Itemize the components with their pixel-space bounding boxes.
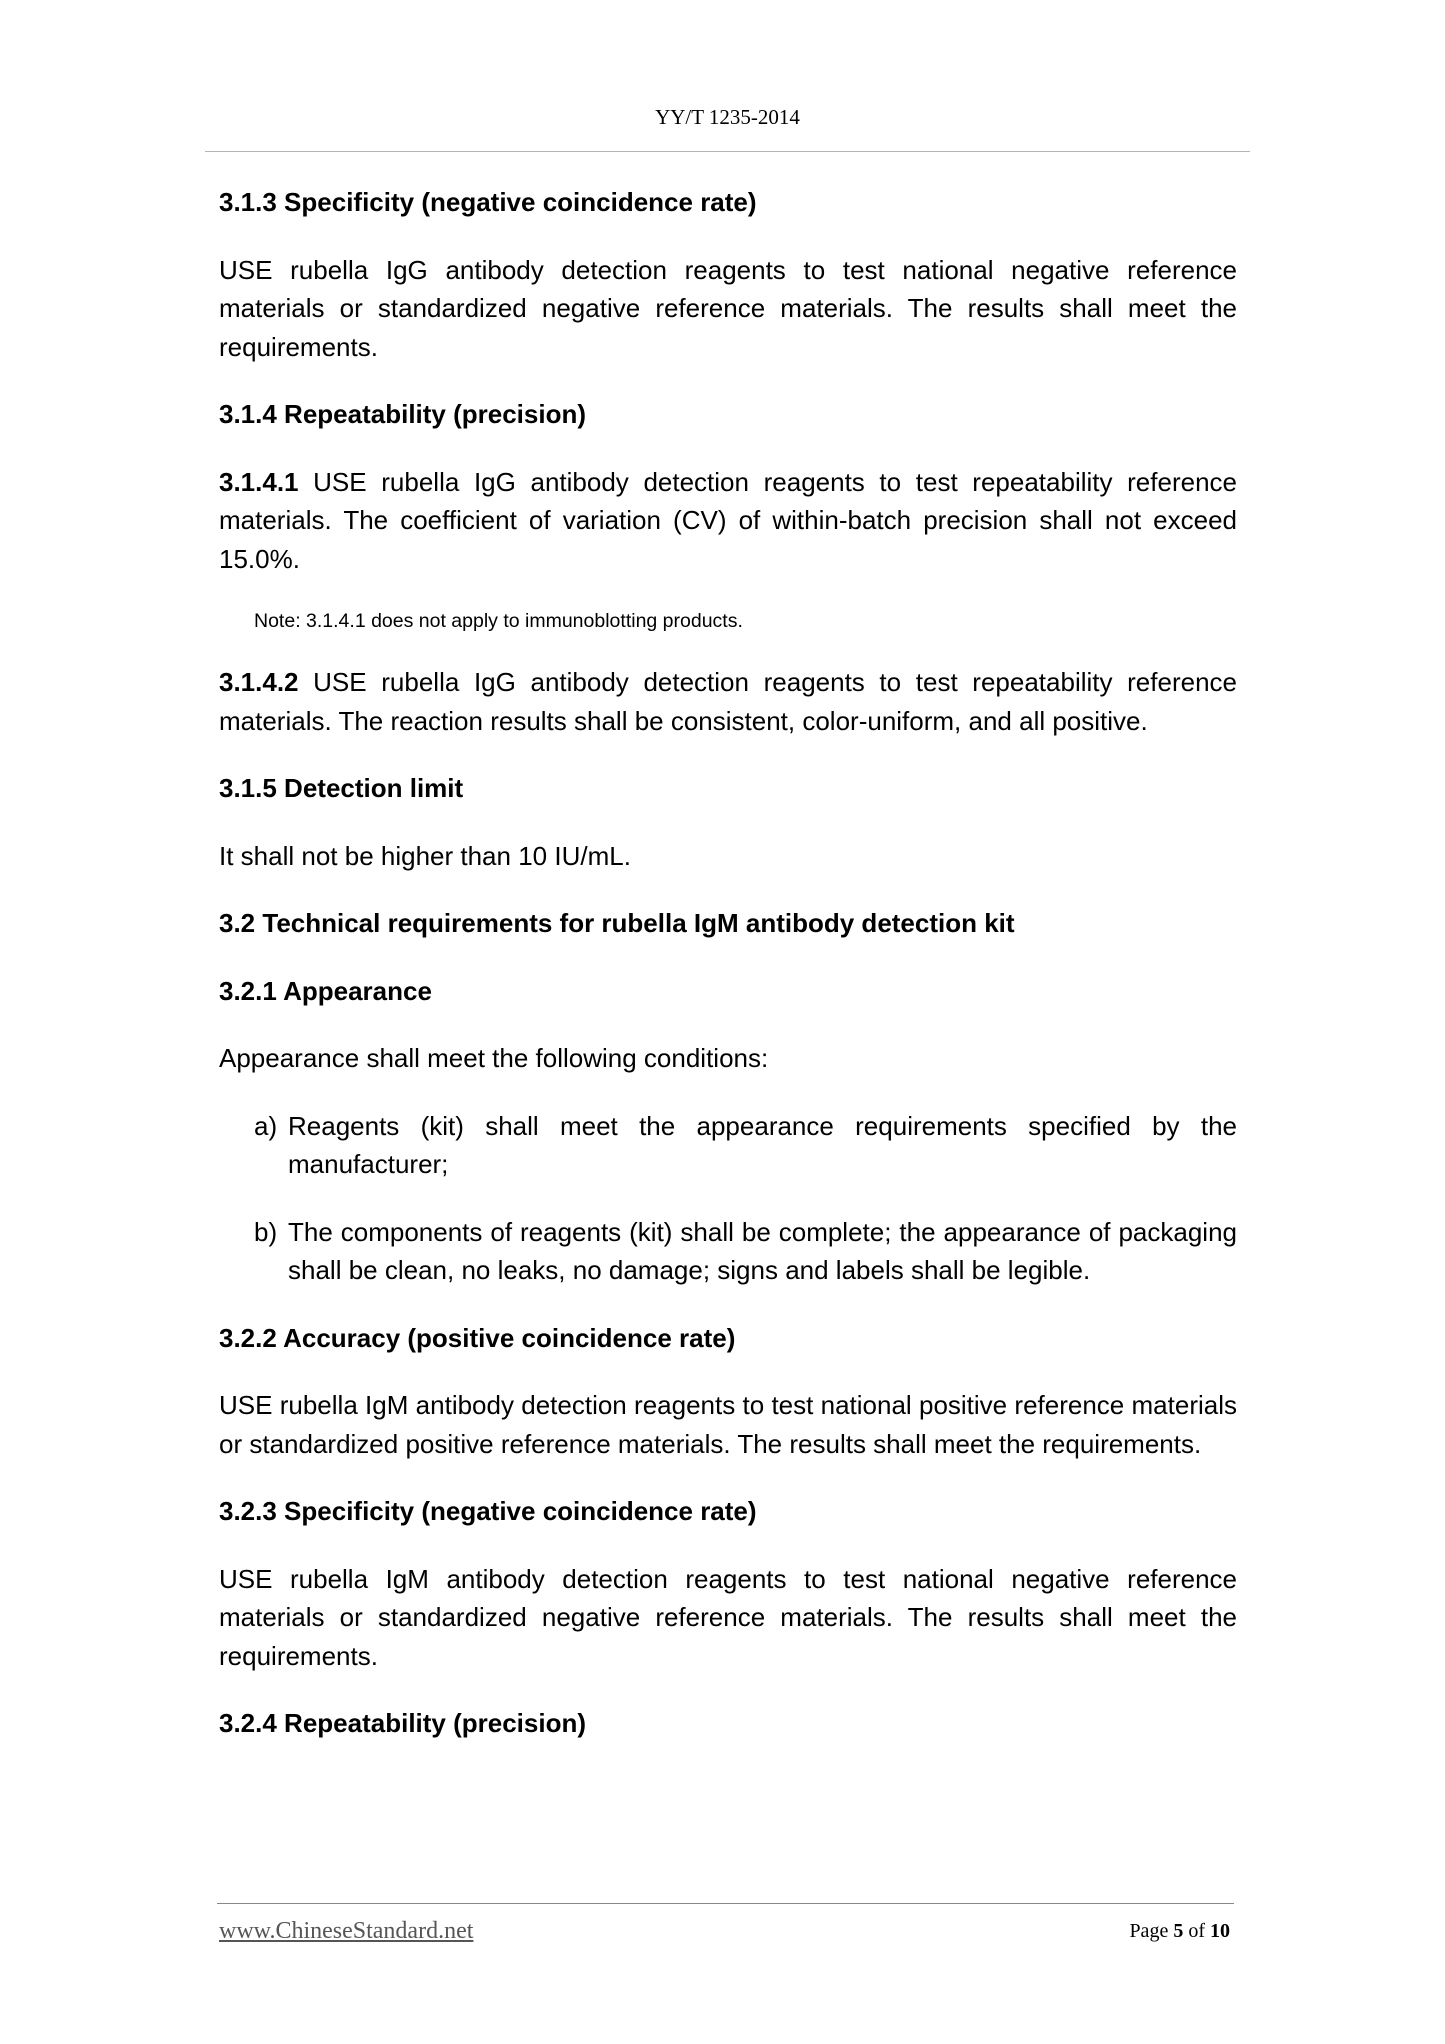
current-page-number: 5 bbox=[1173, 1920, 1184, 1942]
clause-number: 3.1.4.1 bbox=[219, 466, 299, 497]
clause-3-1-4-1 bbox=[219, 463, 1237, 579]
list-marker: b) bbox=[254, 1216, 278, 1247]
header-divider bbox=[205, 151, 1250, 152]
clause-text: USE rubella IgG antibody detection reagents to test repeatability reference materials. The reaction results shall be consistent, color-uniform, and all positive. bbox=[219, 667, 1237, 736]
section-body-3-1-3: USE rubella IgG antibody detection reagents to test national negative reference materials or standardized negative reference materials. The results shall meet the requirements. bbox=[219, 254, 1237, 362]
list-item-text: The components of reagents (kit) shall be complete; the appearance of packaging shall be clean, no leaks, no damage; signs and labels shall be legible. bbox=[288, 1216, 1237, 1285]
section-heading-3-1-5: 3.1.5 Detection limit bbox=[219, 773, 464, 803]
section-body-3-2-3: USE rubella IgM antibody detection reagents to test national negative reference materials or standardized negative reference materials. The results shall meet the requirements. bbox=[219, 1563, 1237, 1671]
appearance-intro: Appearance shall meet the following conditions: bbox=[219, 1043, 769, 1073]
page-number bbox=[1040, 1920, 1230, 1943]
section-heading-3-1-4: 3.1.4 Repeatability (precision) bbox=[219, 399, 587, 429]
page-content bbox=[219, 183, 1237, 1772]
section-heading-3-2-2: 3.2.2 Accuracy (positive coincidence rate) bbox=[219, 1322, 736, 1353]
page-of-label: of bbox=[1188, 1920, 1205, 1942]
section-body-3-2-2: USE rubella IgM antibody detection reagents to test national positive reference materials or standardized positive reference materials. The results shall meet the requirements. bbox=[219, 1390, 1237, 1459]
list-item-text: Reagents (kit) shall meet the appearance requirements specified by the manufacturer; bbox=[288, 1110, 1237, 1179]
total-page-number: 10 bbox=[1210, 1920, 1230, 1942]
website-link[interactable]: www.ChineseStandard.net bbox=[219, 1918, 474, 1944]
clause-text: USE rubella IgG antibody detection reagents to test repeatability reference materials. The coefficient of variation (CV) of within-batch precision shall not exceed 15.0%. bbox=[219, 466, 1237, 574]
section-heading-3-2-3: 3.2.3 Specificity (negative coincidence rate) bbox=[219, 1496, 757, 1526]
page-label: Page bbox=[1129, 1920, 1169, 1942]
list-item bbox=[254, 1213, 1237, 1290]
document-code-header: YY/T 1235-2014 bbox=[655, 105, 800, 129]
clause-3-1-4-2 bbox=[219, 663, 1237, 740]
section-heading-3-1-3: 3.1.3 Specificity (negative coincidence rate) bbox=[219, 187, 757, 217]
list-item bbox=[254, 1107, 1237, 1184]
list-marker: a) bbox=[254, 1110, 278, 1141]
section-heading-3-2: 3.2 Technical requirements for rubella IgM antibody detection kit bbox=[219, 908, 1015, 938]
section-heading-3-2-4: 3.2.4 Repeatability (precision) bbox=[219, 1708, 587, 1738]
section-heading-3-2-1: 3.2.1 Appearance bbox=[219, 975, 432, 1006]
note-3-1-4-1: Note: 3.1.4.1 does not apply to immunoblotting products. bbox=[254, 610, 743, 632]
appearance-conditions-list bbox=[219, 1107, 1237, 1290]
section-body-3-1-5: It shall not be higher than 10 IU/mL. bbox=[219, 840, 631, 871]
clause-number: 3.1.4.2 bbox=[219, 667, 299, 697]
footer-divider bbox=[217, 1903, 1234, 1904]
